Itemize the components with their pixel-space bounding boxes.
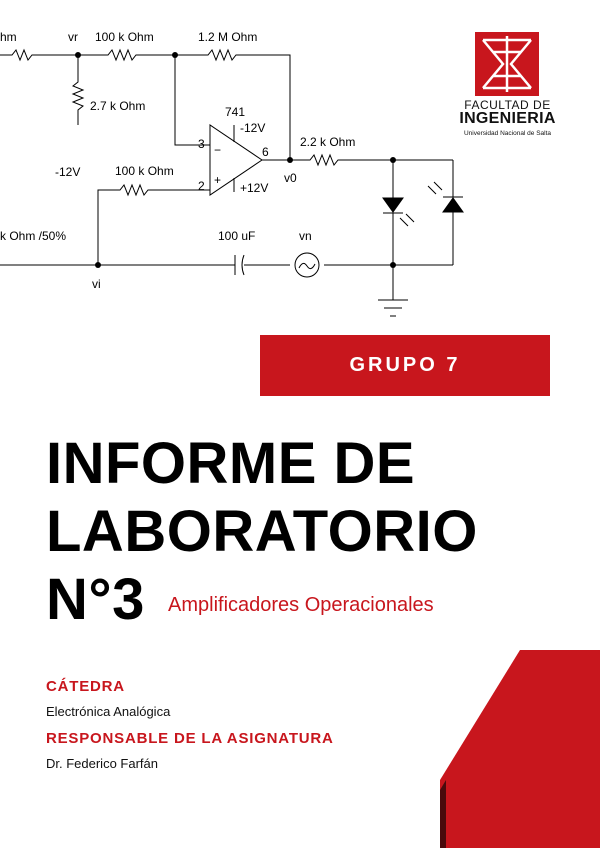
faculty-logo [445, 32, 570, 142]
title-line-2: LABORATORIO [46, 499, 478, 564]
responsable-value: Dr. Federico Farfán [46, 756, 158, 771]
catedra-value: Electrónica Analógica [46, 704, 171, 719]
node-vi-label: vi [92, 277, 101, 291]
opamp-vpos-label: +12V [240, 181, 269, 195]
pin6-label: 6 [262, 145, 269, 159]
resistor-100k-inv-label: 100 k Ohm [115, 164, 174, 178]
pin3-label: 3 [198, 137, 205, 151]
logo-faculty-line: FACULTAD DE [464, 98, 551, 112]
report-subtitle: Amplificadores Operacionales [168, 594, 434, 616]
node-vo-label: v0 [284, 171, 297, 185]
logo-university-line: Universidad Nacional de Salta [463, 130, 552, 137]
title-line-1: INFORME DE [46, 431, 416, 496]
faculty-emblem-icon [475, 32, 539, 96]
pin2-label: 2 [198, 179, 205, 193]
resistor-2-2k-label: 2.2 k Ohm [300, 135, 356, 149]
opamp-minus-sign: − [214, 143, 222, 157]
resistor-1-2m-label: 1.2 M Ohm [198, 30, 258, 44]
potentiometer-label: k Ohm /50% [0, 229, 67, 243]
catedra-label: CÁTEDRA [46, 678, 125, 695]
opamp-vneg-label: -12V [240, 121, 266, 135]
opamp-model-label: 741 [225, 105, 246, 119]
title-line-3: N°3 [46, 567, 145, 632]
node-vr-label: vr [68, 30, 78, 44]
decorative-corner-shape [440, 650, 600, 848]
resistor-2-7k-label: 2.7 k Ohm [90, 99, 146, 113]
supply-neg-label: -12V [55, 165, 81, 179]
group-banner: GRUPO 7 [260, 335, 550, 396]
source-label: vn [299, 229, 312, 243]
opamp-plus-sign: + [214, 173, 222, 187]
capacitor-label: 100 uF [218, 229, 256, 243]
resistor-100k-top-label: 100 k Ohm [95, 30, 154, 44]
logo-engineering-line: INGENIERIA [459, 110, 556, 127]
responsable-label: RESPONSABLE DE LA ASIGNATURA [46, 730, 334, 747]
input-resistor-label: hm [0, 30, 17, 44]
